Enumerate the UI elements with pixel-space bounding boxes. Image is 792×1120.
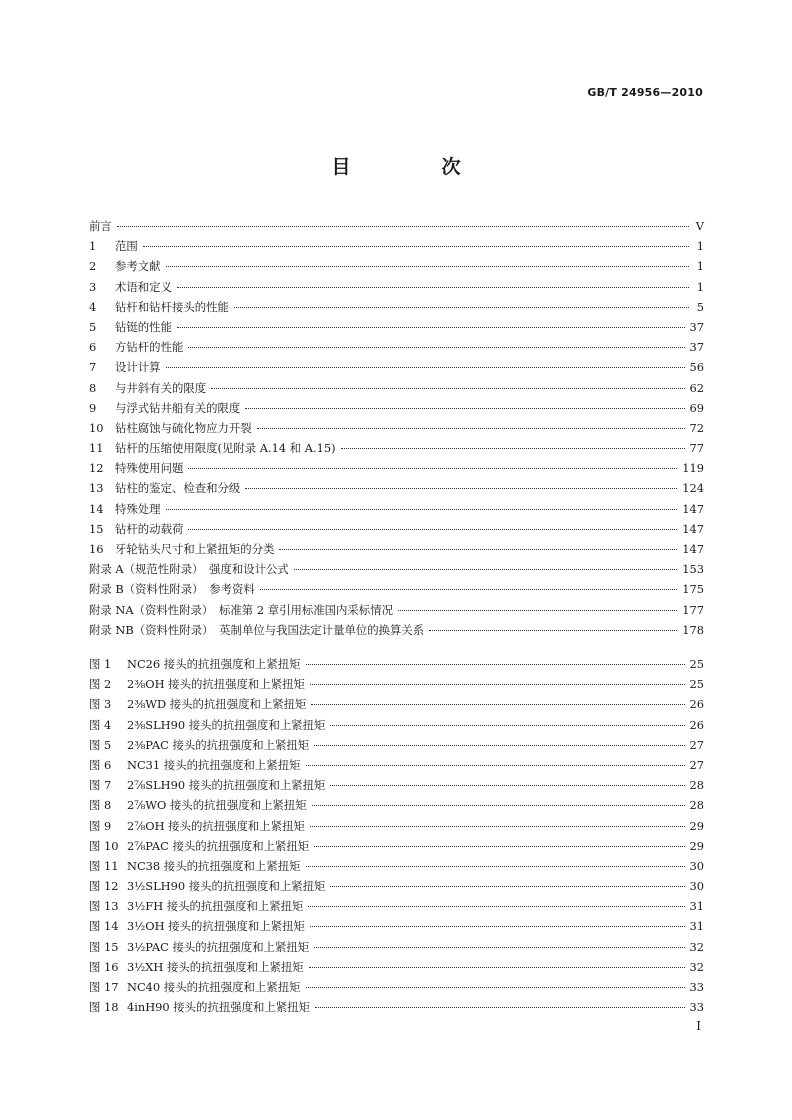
toc-entry-page: 25 [689, 657, 704, 671]
toc-entry-title: 附录 NA（资料性附录） 标准第 2 章引用标准国内采标情况 [89, 602, 393, 617]
toc-entry-title: 2⅜OH 接头的抗扭强度和上紧扭矩 [127, 677, 305, 692]
dot-leader [309, 967, 685, 968]
toc-entry-number: 8 [89, 380, 97, 395]
toc-figure-entry[interactable] [89, 735, 704, 755]
toc-entry-number: 图 2 [89, 677, 112, 692]
toc-entry-number: 图 6 [89, 757, 112, 772]
toc-entry-title: 钻杆的压缩使用限度(见附录 A.14 和 A.15) [115, 441, 336, 456]
toc-entry-title: 钻铤的性能 [115, 319, 172, 334]
toc-entry-title: 3½PAC 接头的抗扭强度和上紧扭矩 [127, 939, 310, 954]
toc-entry-number: 4 [89, 299, 97, 314]
toc-entry-title: NC31 接头的抗扭强度和上紧扭矩 [127, 757, 301, 772]
dot-leader [330, 785, 684, 786]
toc-entry-title: 2⅜WD 接头的抗扭强度和上紧扭矩 [127, 697, 307, 712]
toc-entry-title: 方钻杆的性能 [115, 340, 184, 355]
toc-entry-title: 术语和定义 [115, 279, 172, 294]
toc-figure-list [89, 654, 704, 1017]
dot-leader [143, 246, 689, 247]
toc-entry-page: 62 [689, 380, 704, 395]
toc-entry-title: 2⅜SLH90 接头的抗扭强度和上紧扭矩 [127, 717, 326, 732]
toc-entry[interactable] [89, 579, 704, 599]
toc-entry-page: 32 [689, 959, 704, 974]
toc-entry-page: 153 [682, 562, 704, 577]
dot-leader [310, 684, 685, 685]
dot-leader [166, 367, 685, 368]
dot-leader [166, 266, 689, 267]
toc-figure-entry[interactable] [89, 876, 704, 896]
dot-leader [314, 846, 684, 847]
toc-entry-title: 2⅞PAC 接头的抗扭强度和上紧扭矩 [127, 838, 310, 853]
toc-figure-entry[interactable] [89, 856, 704, 876]
toc-entry-page: 77 [689, 441, 704, 456]
toc-entry-title: 设计计算 [115, 360, 161, 375]
toc-entry-title: 钻柱的鉴定、检查和分级 [115, 481, 241, 496]
toc-entry-title: 3½XH 接头的抗扭强度和上紧扭矩 [127, 959, 304, 974]
toc-entry[interactable] [89, 236, 704, 256]
dot-leader [306, 866, 685, 867]
toc-entry[interactable] [89, 539, 704, 559]
toc-entry-title: 牙轮钻头尺寸和上紧扭矩的分类 [115, 542, 275, 556]
dot-leader [315, 1007, 685, 1008]
dot-leader [245, 488, 677, 489]
toc-entry-number: 6 [89, 340, 97, 355]
toc-entry[interactable] [89, 277, 704, 297]
toc-figure-entry[interactable] [89, 654, 704, 674]
toc-entry-number: 图 16 [89, 959, 119, 974]
dot-leader [341, 448, 685, 449]
toc-entry-page: 1 [696, 239, 704, 254]
toc-entry-number: 图 18 [89, 1000, 119, 1015]
toc-entry-number: 图 13 [89, 899, 119, 914]
toc-entry-number: 12 [89, 461, 104, 476]
toc-entry-page: 29 [689, 818, 704, 833]
toc-entry-title: 3½FH 接头的抗扭强度和上紧扭矩 [127, 899, 304, 914]
toc-entry-page: 37 [689, 340, 704, 355]
toc-figure-entry[interactable] [89, 755, 704, 775]
page-title: 目 次 [331, 156, 497, 178]
toc-entry-number: 图 17 [89, 980, 119, 994]
toc-entry-page: 28 [689, 778, 704, 793]
dot-leader [166, 509, 678, 510]
toc-entry-page: 37 [689, 319, 704, 334]
toc-entry-title: 钻柱腐蚀与硫化物应力开裂 [115, 420, 252, 435]
standard-code: GB/T 24956—2010 [587, 86, 703, 99]
toc-entry-title: 与井斜有关的限度 [115, 380, 207, 395]
toc-entry-number: 图 8 [89, 798, 112, 813]
toc-entry[interactable] [89, 337, 704, 357]
toc-entry-title: 2⅞SLH90 接头的抗扭强度和上紧扭矩 [127, 778, 326, 793]
dot-leader [188, 347, 684, 348]
toc-entry-number: 7 [89, 360, 97, 375]
toc-figure-entry[interactable] [89, 896, 704, 916]
toc-entry-page: 72 [689, 420, 704, 435]
toc-figure-entry[interactable] [89, 795, 704, 815]
toc-entry-number: 2 [89, 259, 97, 274]
toc-entry-page: 5 [696, 299, 704, 314]
dot-leader [306, 664, 685, 665]
toc-entry-title: 附录 B（资料性附录） 参考资料 [89, 582, 255, 597]
toc-entry-number: 图 12 [89, 879, 119, 894]
dot-leader [177, 287, 689, 288]
dot-leader [314, 745, 684, 746]
toc-entry-title: NC26 接头的抗扭强度和上紧扭矩 [127, 657, 301, 671]
toc-entry-number: 图 9 [89, 818, 112, 833]
toc-entry-page: 27 [689, 737, 704, 752]
toc-entry-number: 11 [89, 441, 104, 456]
toc-entry[interactable] [89, 478, 704, 498]
toc-entry-number: 图 7 [89, 778, 112, 793]
toc-entry[interactable] [89, 499, 704, 519]
toc-entry[interactable] [89, 418, 704, 438]
dot-leader [211, 388, 684, 389]
dot-leader [306, 987, 685, 988]
dot-leader [188, 529, 677, 530]
dot-leader [311, 704, 684, 705]
toc-entry-page: 30 [689, 858, 704, 873]
toc-entry-title: NC38 接头的抗扭强度和上紧扭矩 [127, 858, 301, 873]
toc-figure-entry[interactable] [89, 836, 704, 856]
dot-leader [314, 947, 684, 948]
toc-figure-entry[interactable] [89, 957, 704, 977]
dot-leader [306, 765, 685, 766]
toc-figure-entry[interactable] [89, 674, 704, 694]
dot-leader [234, 307, 689, 308]
dot-leader [188, 468, 677, 469]
toc-entry[interactable] [89, 458, 704, 478]
toc-entry-title: 附录 A（规范性附录） 强度和设计公式 [89, 562, 289, 577]
toc-entry-page: 147 [682, 501, 704, 516]
toc-entry-number: 16 [89, 542, 104, 556]
toc-entry-number: 图 5 [89, 737, 112, 752]
toc-entry-page: 27 [689, 757, 704, 772]
toc-entry-title: 2⅞WO 接头的抗扭强度和上紧扭矩 [127, 798, 307, 813]
toc-entry-number: 图 1 [89, 657, 112, 671]
toc-figure-entry[interactable] [89, 916, 704, 936]
toc-figure-entry[interactable] [89, 997, 704, 1017]
toc-entry-title: 参考文献 [115, 259, 161, 274]
toc-figure-entry[interactable] [89, 694, 704, 714]
toc-entry-page: 32 [689, 939, 704, 954]
toc-entry-page: 25 [689, 677, 704, 692]
toc-entry-title: 特殊使用问题 [115, 461, 184, 476]
page-number: I [696, 1019, 701, 1033]
toc-entry-title: 2⅞OH 接头的抗扭强度和上紧扭矩 [127, 818, 305, 833]
toc-entry-page: 1 [696, 259, 704, 274]
dot-leader [310, 926, 685, 927]
toc-entry-title: NC40 接头的抗扭强度和上紧扭矩 [127, 980, 301, 994]
toc-entry[interactable] [89, 620, 704, 640]
toc-entry[interactable] [89, 519, 704, 539]
toc-entry-number: 14 [89, 501, 104, 516]
toc-entry-page: 124 [682, 481, 704, 496]
toc-entry-number: 1 [89, 239, 97, 254]
toc-entry-number: 图 4 [89, 717, 112, 732]
toc-entry-number: 15 [89, 521, 104, 536]
toc-entry[interactable] [89, 378, 704, 398]
toc-entry[interactable] [89, 317, 704, 337]
toc-entry-number: 图 15 [89, 939, 119, 954]
toc-entry-title: 4inH90 接头的抗扭强度和上紧扭矩 [127, 1000, 310, 1015]
toc-entry-title: 钻杆和钻杆接头的性能 [115, 299, 229, 314]
toc-entry-number: 图 3 [89, 697, 112, 712]
toc-entry-number: 10 [89, 420, 104, 435]
toc-entry[interactable] [89, 600, 704, 620]
toc-entry-number: 5 [89, 319, 97, 334]
toc-entry-number: 图 10 [89, 838, 119, 853]
toc-entry-page: 147 [682, 521, 704, 536]
toc-entry-page: 175 [682, 582, 704, 597]
dot-leader [398, 610, 677, 611]
dot-leader [330, 725, 684, 726]
toc-entry-title: 特殊处理 [115, 501, 161, 516]
toc-entry-title: 3½SLH90 接头的抗扭强度和上紧扭矩 [127, 879, 326, 894]
toc-entry-number: 图 11 [89, 858, 119, 873]
toc-figure-entry[interactable] [89, 715, 704, 735]
toc-entry-page: 56 [689, 360, 704, 375]
toc-entry-title: 3½OH 接头的抗扭强度和上紧扭矩 [127, 919, 305, 934]
toc-entry-number: 图 14 [89, 919, 119, 934]
toc-entry-number: 3 [89, 279, 97, 294]
toc-entry-page: 119 [682, 461, 704, 476]
dot-leader [257, 428, 685, 429]
toc-entry-page: 29 [689, 838, 704, 853]
dot-leader [308, 906, 684, 907]
dot-leader [312, 805, 685, 806]
toc-entry[interactable] [89, 357, 704, 377]
toc-entry-page: V [695, 219, 704, 233]
toc-entry[interactable] [89, 256, 704, 276]
toc-figure-entry[interactable] [89, 977, 704, 997]
dot-leader [310, 826, 685, 827]
toc-entry-page: 69 [689, 400, 704, 415]
toc-entry-page: 1 [696, 279, 704, 294]
toc-entry-page: 147 [682, 542, 704, 556]
toc-entry-title: 附录 NB（资料性附录） 英制单位与我国法定计量单位的换算关系 [89, 622, 425, 637]
toc-entry-page: 33 [689, 1000, 704, 1015]
toc-entry[interactable] [89, 559, 704, 579]
toc-entry-page: 30 [689, 879, 704, 894]
dot-leader [117, 226, 689, 227]
toc-entry[interactable] [89, 216, 704, 236]
toc-entry-title: 前言 [89, 219, 112, 233]
toc-entry-page: 28 [689, 798, 704, 813]
toc-entry[interactable] [89, 297, 704, 317]
toc-entry-page: 178 [682, 622, 704, 637]
toc-entry-page: 31 [689, 899, 704, 914]
toc-figure-entry[interactable] [89, 937, 704, 957]
toc-figure-entry[interactable] [89, 816, 704, 836]
toc-main-list [89, 216, 704, 640]
toc-figure-entry[interactable] [89, 775, 704, 795]
dot-leader [279, 549, 677, 550]
toc-entry-page: 26 [689, 697, 704, 712]
dot-leader [260, 589, 677, 590]
dot-leader [294, 569, 677, 570]
toc-entry-page: 31 [689, 919, 704, 934]
dot-leader [245, 408, 684, 409]
toc-entry[interactable] [89, 398, 704, 418]
toc-entry-page: 177 [682, 602, 704, 617]
toc-entry-page: 33 [689, 980, 704, 994]
dot-leader [429, 630, 677, 631]
toc-entry-title: 钻杆的动载荷 [115, 521, 184, 536]
toc-entry-title: 与浮式钻井船有关的限度 [115, 400, 241, 415]
toc-entry-title: 2⅜PAC 接头的抗扭强度和上紧扭矩 [127, 737, 310, 752]
toc-entry-number: 9 [89, 400, 97, 415]
toc-entry-number: 13 [89, 481, 104, 496]
toc-entry-page: 26 [689, 717, 704, 732]
toc-entry-title: 范围 [115, 239, 138, 254]
dot-leader [177, 327, 685, 328]
dot-leader [330, 886, 684, 887]
toc-entry[interactable] [89, 438, 704, 458]
